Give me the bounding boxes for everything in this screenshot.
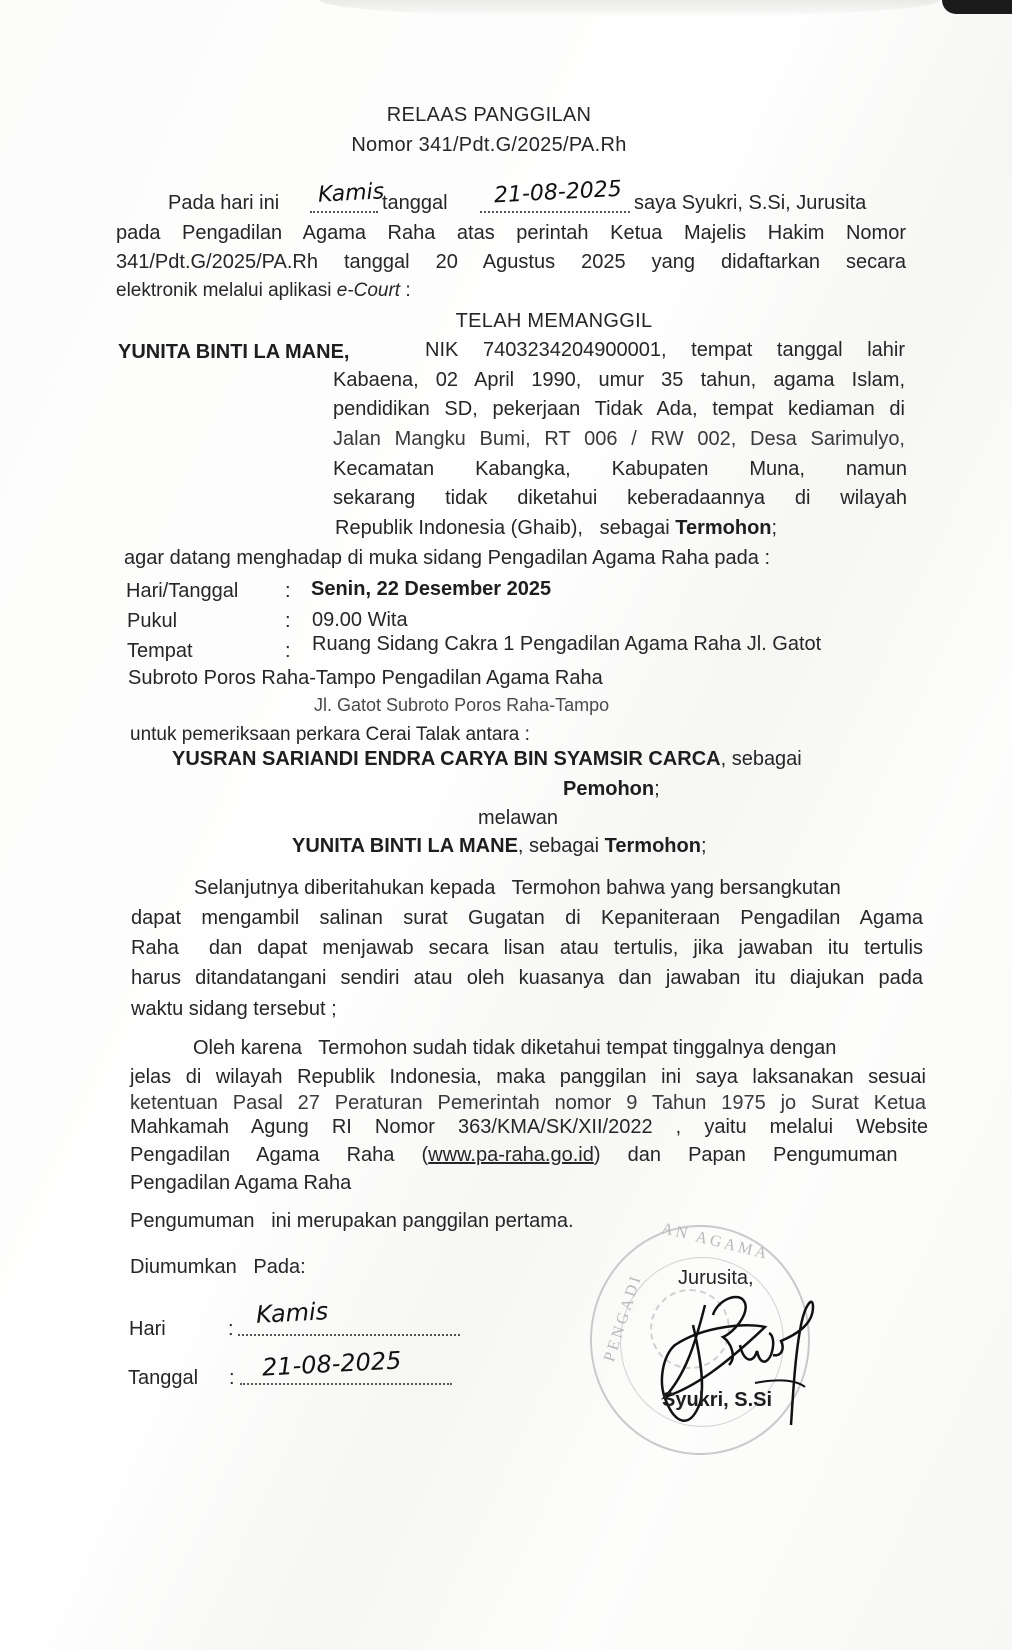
respondent-line: Jalan Mangku Bumi, RT 006 / RW 002, Desa Sarimulyo, <box>333 428 905 450</box>
paragraph1-line: waktu sidang tersebut ; <box>131 998 337 1020</box>
opening-suffix: saya Syukri, S.Si, Jurusita <box>634 192 867 214</box>
opening-prefix: Pada hari ini <box>168 192 280 214</box>
versus-label: melawan <box>478 807 559 829</box>
respondent-short-line: YUNITA BINTI LA MANE, sebagai Termohon; <box>292 835 707 857</box>
paragraph2-line-6: Pengadilan Agama Raha <box>130 1172 352 1194</box>
place-continuation: Subroto Poros Raha-Tampo Pengadilan Agama Raha <box>128 667 603 689</box>
hari-label: Hari <box>129 1318 166 1340</box>
stamp-top-text: AN AGAMA <box>659 1219 772 1264</box>
tanggal-label: tanggal <box>382 192 448 214</box>
schedule-colon: : <box>285 640 291 662</box>
paragraph1-line: Selanjutnya diberitahukan kepada Termohon bahwa yang bersangkutan <box>194 877 841 899</box>
applicant-role: Pemohon; <box>563 778 660 800</box>
handwritten-hari: Kamis <box>255 1297 329 1329</box>
signature-icon <box>645 1285 835 1440</box>
opening-line-3: 341/Pdt.G/2025/PA.Rh tanggal 20 Agustus 2025 yang didaftarkan secara <box>116 251 906 273</box>
signatory-name: Syukri, S.Si <box>662 1389 773 1411</box>
website-link[interactable]: www.pa-raha.go.id <box>428 1144 594 1166</box>
schedule-label-place: Tempat <box>127 640 193 662</box>
respondent-nik: NIK 7403234204900001, tempat tanggal lahir <box>425 339 905 361</box>
schedule-label-time: Pukul <box>127 610 178 632</box>
announced-on-label: Diumumkan Pada: <box>130 1256 306 1278</box>
hari-colon: : <box>228 1318 234 1340</box>
paragraph1-line: harus ditandatangani sendiri atau oleh kuasanya dan jawaban itu diajukan pada <box>131 967 923 989</box>
summons-intro: agar datang menghadap di muka sidang Pengadilan Agama Raha pada : <box>124 547 771 569</box>
handwritten-tanggal: 21-08-2025 <box>261 1346 403 1382</box>
respondent-line: pendidikan SD, pekerjaan Tidak Ada, tempat kediaman di <box>333 398 905 420</box>
case-intro: untuk pemeriksaan perkara Cerai Talak antara : <box>130 724 530 745</box>
telah-memanggil-heading: TELAH MEMANGGIL <box>455 310 653 332</box>
schedule-colon: : <box>285 580 291 602</box>
document-title: RELAAS PANGGILAN <box>386 104 592 126</box>
schedule-value-date: Senin, 22 Desember 2025 <box>311 578 552 600</box>
schedule-label-date: Hari/Tanggal <box>126 580 239 602</box>
schedule-colon: : <box>285 610 291 632</box>
bleed-through-strip <box>320 0 940 16</box>
schedule-value-place: Ruang Sidang Cakra 1 Pengadilan Agama Raha Jl. Gatot <box>312 633 822 655</box>
respondent-last-line: Republik Indonesia (Ghaib), sebagai Termohon; <box>335 517 778 539</box>
applicant-line: YUSRAN SARIANDI ENDRA CARYA BIN SYAMSIR CARCA, sebagai <box>172 748 802 770</box>
respondent-name: YUNITA BINTI LA MANE, <box>118 341 350 363</box>
announcement-text: Pengumuman ini merupakan panggilan pertama. <box>130 1210 574 1232</box>
paragraph1-line: dapat mengambil salinan surat Gugatan di Kepaniteraan Pengadilan Agama <box>131 907 923 929</box>
paragraph2-line: Oleh karena Termohon sudah tidak diketahui tempat tinggalnya dengan <box>193 1037 837 1059</box>
document-number: Nomor 341/Pdt.G/2025/PA.Rh <box>351 134 627 156</box>
place-continuation-2: Jl. Gatot Subroto Poros Raha-Tampo <box>314 695 610 715</box>
paragraph2-line: Mahkamah Agung RI Nomor 363/KMA/SK/XII/2022 , yaitu melalui Website <box>130 1116 928 1138</box>
tanggal-footer-label: Tanggal <box>128 1367 199 1389</box>
opening-line-4: elektronik melalui aplikasi e-Court : <box>116 280 411 301</box>
paragraph2-line: ketentuan Pasal 27 Peraturan Pemerintah nomor 9 Tahun 1975 jo Surat Ketua <box>130 1092 926 1114</box>
tanggal-colon: : <box>229 1367 235 1389</box>
handwritten-day: Kamis <box>317 179 385 208</box>
scan-corner-shadow <box>942 0 1012 14</box>
respondent-line: Kabaena, 02 April 1990, umur 35 tahun, agama Islam, <box>333 369 905 391</box>
stamp-side-text: PENGADI <box>600 1271 646 1364</box>
paragraph2-line: jelas di wilayah Republik Indonesia, maka panggilan ini saya laksanakan sesuai <box>130 1066 926 1088</box>
paragraph1-line: Raha dan dapat menjawab secara lisan atau tertulis, jika jawaban itu tertulis <box>131 937 923 959</box>
signature-role: Jurusita, <box>678 1267 754 1289</box>
opening-line-2: pada Pengadilan Agama Raha atas perintah Ketua Majelis Hakim Nomor <box>116 222 906 244</box>
respondent-line: Kecamatan Kabangka, Kabupaten Muna, namun <box>333 458 907 480</box>
schedule-value-time: 09.00 Wita <box>312 609 408 631</box>
handwritten-date: 21-08-2025 <box>493 176 623 209</box>
respondent-line: sekarang tidak diketahui keberadaannya di wilayah <box>333 487 907 509</box>
paragraph2-line-5: Pengadilan Agama Raha (www.pa-raha.go.id) dan Papan Pengumuman <box>130 1144 898 1166</box>
